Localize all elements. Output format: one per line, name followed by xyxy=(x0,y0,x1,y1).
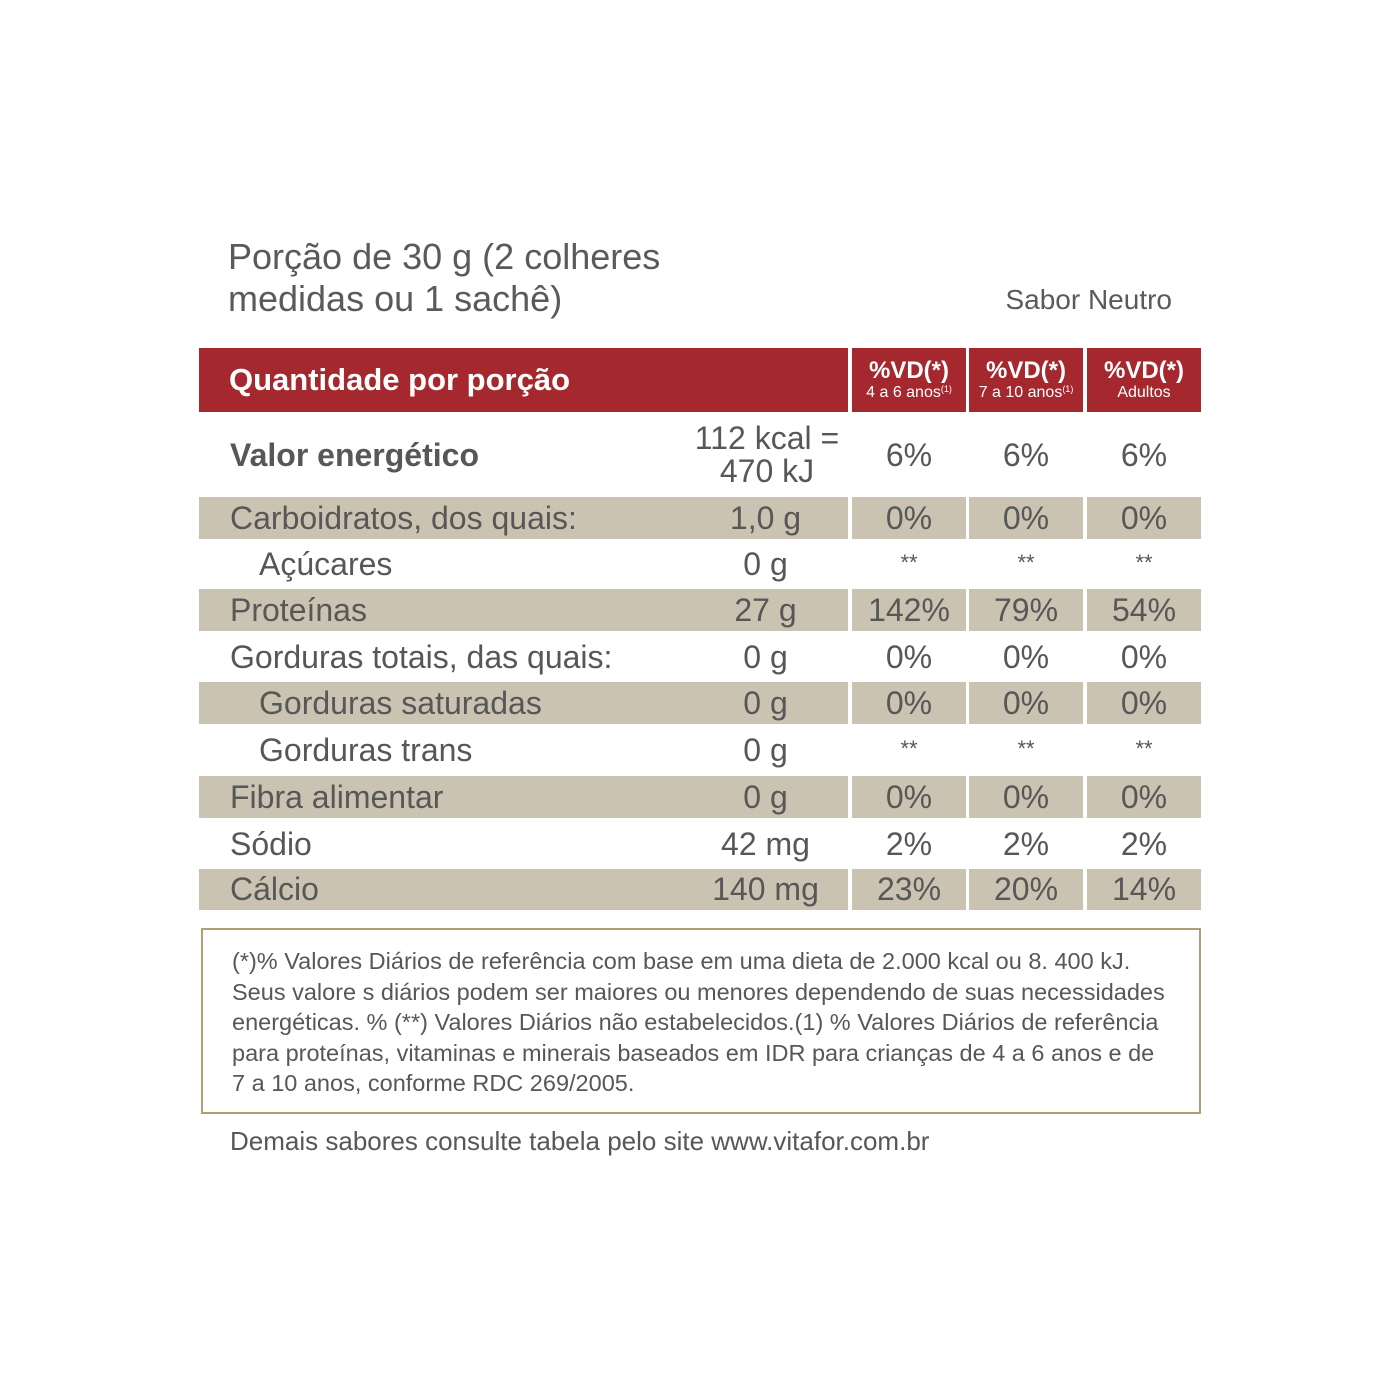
table-row xyxy=(199,869,1201,910)
table-row xyxy=(199,497,1201,539)
vd-cell: 0% xyxy=(969,776,1083,818)
portion-size: Porção de 30 g (2 colheres medidas ou 1 sachê) xyxy=(228,236,661,319)
vd-cell: 6% xyxy=(885,436,933,473)
vd-cell: 6% xyxy=(1002,436,1050,473)
vd-cell: 23% xyxy=(852,869,966,910)
nutrient-amount: 112 kcal = 470 kJ xyxy=(694,420,840,489)
vd-cell: 0% xyxy=(969,497,1083,539)
nutrient-name: Proteínas xyxy=(199,589,848,631)
vd-column-header: %VD(*) 4 a 6 anos$^{(1)}$ xyxy=(852,348,966,412)
nutrient-amount: 0 g xyxy=(743,731,788,768)
vd-cell: ** xyxy=(900,550,918,575)
nutrient-name: Valor energético xyxy=(230,436,479,473)
nutrient-amount: 0 g xyxy=(743,545,788,582)
vd-cell: 54% xyxy=(1087,589,1201,631)
nutrient-amount: 1,0 g xyxy=(729,499,802,536)
table-row xyxy=(199,728,1201,772)
vd-cell: 0% xyxy=(885,638,933,675)
vd-cell: ** xyxy=(900,736,918,761)
nutrient-name: Gorduras trans xyxy=(259,731,473,768)
vd-cell: 0% xyxy=(852,682,966,724)
vd-cell: 0% xyxy=(969,682,1083,724)
header-title: Quantidade por porção xyxy=(199,348,848,412)
vd-cell: 2% xyxy=(885,825,933,862)
vd-cell: ** xyxy=(1017,736,1035,761)
vd-cell: ** xyxy=(1017,550,1035,575)
vd-cell: 0% xyxy=(1002,638,1050,675)
vd-cell: ** xyxy=(1135,736,1153,761)
vd-cell: 0% xyxy=(1087,776,1201,818)
table-row xyxy=(199,776,1201,818)
vd-cell: 2% xyxy=(1120,825,1168,862)
table-row xyxy=(199,822,1201,866)
nutrient-name: Gorduras totais, das quais: xyxy=(230,638,613,675)
nutrient-name: Açúcares xyxy=(259,545,393,582)
vd-column-header: %VD(*) Adultos xyxy=(1087,348,1201,412)
site-note: Demais sabores consulte tabela pelo site www.vitafor.com.br xyxy=(230,1126,930,1156)
vd-cell: 142% xyxy=(852,589,966,631)
vd-cell: 0% xyxy=(1087,682,1201,724)
table-row xyxy=(199,635,1201,679)
table-row xyxy=(199,418,1201,492)
vd-cell: 6% xyxy=(1120,436,1168,473)
vd-cell: 14% xyxy=(1087,869,1201,910)
vd-cell: 0% xyxy=(1120,638,1168,675)
vd-cell: 79% xyxy=(969,589,1083,631)
vd-cell: 0% xyxy=(1087,497,1201,539)
nutrient-amount: 0 g xyxy=(743,684,788,721)
footnote-text: (*)% Valores Diários de referência com base em uma dieta de 2.000 kcal ou 8. 400 kJ. Seus valore s diários podem ser maiores ou menores dependendo de suas necessidades energéticas. % (**) Valores Diários não estabelecidos.(1) % Valores Diários de referência para proteínas, vitaminas e minerais baseados em IDR para crianças de 4 a 6 anos e de 7 a 10 anos, conforme RDC 269/2005. xyxy=(232,948,1165,1096)
vd-cell: 2% xyxy=(1002,825,1050,862)
nutrient-name: Gorduras saturadas xyxy=(199,682,848,724)
nutrient-name: Fibra alimentar xyxy=(199,776,848,818)
table-row xyxy=(199,589,1201,631)
nutrient-amount: 0 g xyxy=(743,638,788,675)
table-header xyxy=(199,348,1201,412)
nutrient-amount: 27 g xyxy=(734,591,797,628)
nutrient-amount: 0 g xyxy=(743,778,788,815)
table-row xyxy=(199,682,1201,724)
nutrient-name: Carboidratos, dos quais: xyxy=(199,497,848,539)
table-row xyxy=(199,542,1201,586)
footnote-box xyxy=(201,928,1201,1114)
vd-cell: 0% xyxy=(852,776,966,818)
nutrient-amount: 42 mg xyxy=(721,825,810,862)
vd-column-header: %VD(*) 7 a 10 anos$^{(1)}$ xyxy=(969,348,1083,412)
vd-cell: 0% xyxy=(852,497,966,539)
vd-cell: ** xyxy=(1135,550,1153,575)
nutrient-name: Sódio xyxy=(230,825,312,862)
nutrient-name: Cálcio xyxy=(199,869,848,910)
nutrient-amount: 140 mg xyxy=(712,871,819,907)
flavor-label: Sabor Neutro xyxy=(1005,284,1172,315)
vd-cell: 20% xyxy=(969,869,1083,910)
